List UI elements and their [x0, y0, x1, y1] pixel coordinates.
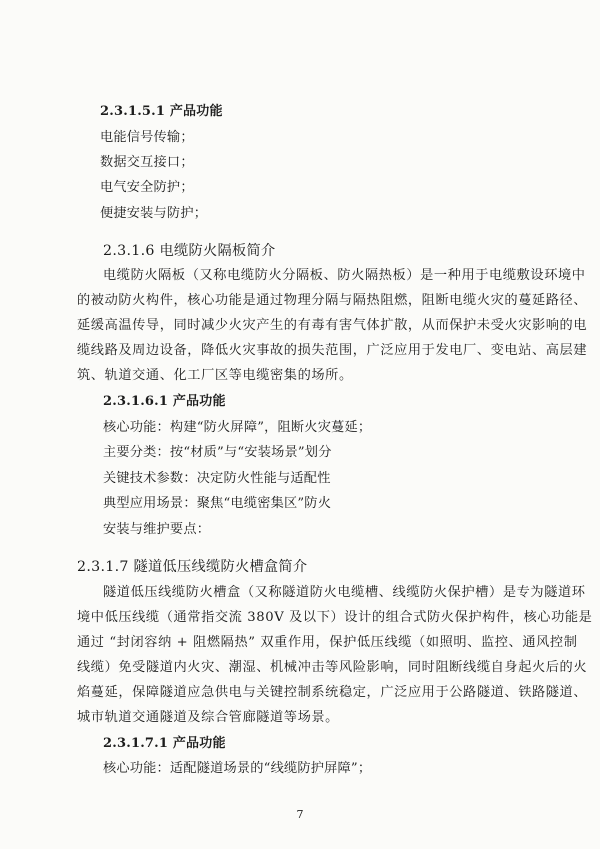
paragraph-line: 通过 “封闭容纳 + 阻燃隔热” 双重作用，保护低压线缆（如照明、监控、通风控制	[77, 635, 578, 650]
paragraph-line: 线缆）免受隧道内火灾、潮湿、机械冲击等风险影响，同时阻断线缆自身起火后的火	[77, 660, 588, 675]
list-item: 关键技术参数：决定防火性能与适配性	[103, 471, 331, 486]
list-item: 典型应用场景：聚焦“电缆密集区”防火	[103, 496, 332, 511]
paragraph-line: 的被动防火构件，核心功能是通过物理分隔与隔热阻燃，阻断电缆火灾的蔓延路径、	[77, 293, 588, 308]
page-number: 7	[296, 808, 304, 821]
list-item: 核心功能：适配隧道场景的“线缆防护屏障”；	[103, 761, 372, 776]
heading-2-3-1-6-1: 2.3.1.6.1 产品功能	[103, 394, 226, 409]
paragraph-line: 缆线路及周边设备，降低火灾事故的损失范围，广泛应用于发电厂、变电站、高层建	[77, 343, 588, 358]
list-item: 主要分类：按“材质”与“安装场景”划分	[103, 445, 332, 460]
paragraph-line: 焰蔓延，保障隧道应急供电与关键控制系统稳定，广泛应用于公路隧道、铁路隧道、	[77, 685, 588, 700]
paragraph-line: 城市轨道交通隧道及综合管廊隧道等场景。	[77, 710, 339, 725]
paragraph-line: 隧道低压线缆防火槽盒（又称隧道防火电缆槽、线缆防火保护槽）是专为隧道环	[103, 585, 586, 600]
heading-2-3-1-6: 2.3.1.6 电缆防火隔板简介	[103, 243, 276, 259]
paragraph-line: 筑、轨道交通、化工厂区等电缆密集的场所。	[77, 368, 353, 383]
heading-2-3-1-7: 2.3.1.7 隧道低压线缆防火槽盒简介	[77, 559, 308, 575]
paragraph-line: 延缓高温传导，同时减少火灾产生的有毒有害气体扩散，从而保护未受火灾影响的电	[77, 318, 588, 333]
list-item: 数据交互接口；	[100, 155, 194, 170]
paragraph-line: 境中低压线缆（通常指交流 380V 及以下）设计的组合式防火保护构件，核心功能是	[77, 610, 593, 625]
heading-2-3-1-7-1: 2.3.1.7.1 产品功能	[103, 736, 226, 751]
paragraph-line: 电缆防火隔板（又称电缆防火分隔板、防火隔热板）是一种用于电缆敷设环境中	[103, 268, 586, 283]
list-item: 电能信号传输；	[100, 130, 194, 145]
list-item: 电气安全防护；	[100, 180, 194, 195]
list-item: 安装与维护要点：	[103, 522, 211, 537]
heading-2-3-1-5-1: 2.3.1.5.1 产品功能	[100, 104, 223, 119]
list-item: 核心功能：构建“防火屏障”，阻断火灾蔓延；	[103, 420, 372, 435]
list-item: 便捷安装与防护；	[100, 206, 208, 221]
